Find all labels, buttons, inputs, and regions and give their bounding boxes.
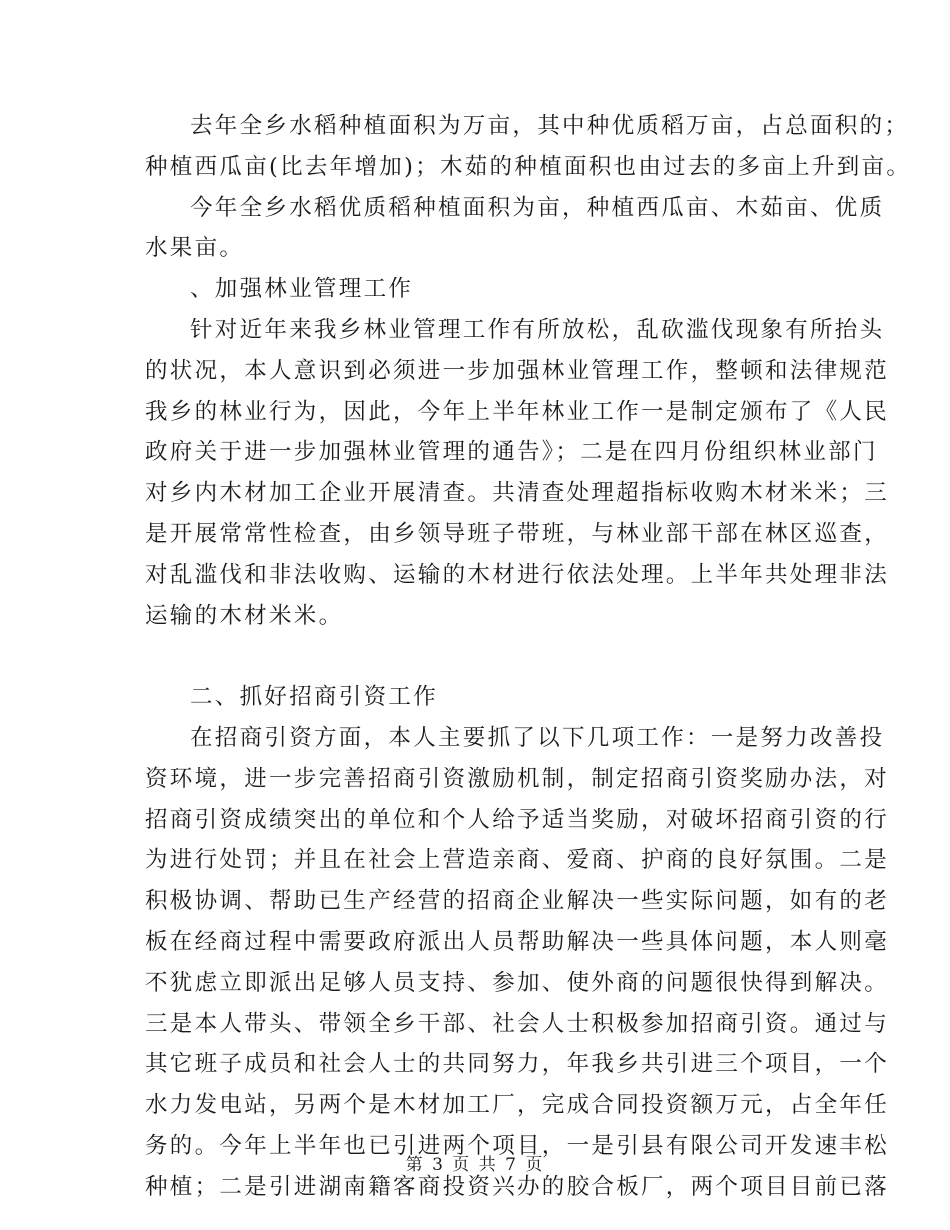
section-heading: [145, 269, 810, 310]
text-line: 为进行处罚；并且在社会上营造亲商、爱商、护商的良好氛围。二是: [145, 847, 890, 874]
paragraph: [145, 188, 885, 270]
text-line: 三是本人带头、带领全乡干部、社会人士积极参加招商引资。通过与: [145, 1010, 890, 1037]
text-line: 的状况，本人意识到必须进一步加强林业管理工作，整顿和法律规范: [145, 357, 890, 384]
text-line: 种植；二是引进湖南籍客商投资兴办的胶合板厂，两个项目目前已落: [145, 1173, 890, 1200]
page-number-footer: 第 3 页 共 7 页: [405, 1155, 545, 1175]
text-line: 去年全乡水稻种植面积为万亩，其中种优质稻万亩，占总面积的；: [190, 113, 910, 139]
text-line: 水果亩。: [145, 235, 245, 262]
text-line: 积极协调、帮助已生产经营的招商企业解决一些实际问题，如有的老: [145, 888, 890, 915]
paragraph: [145, 310, 890, 677]
paragraph: [145, 106, 912, 188]
text-line: 对乱滥伐和非法收购、运输的木材进行依法处理。上半年共处理非法: [145, 561, 890, 588]
text-line: 不犹虑立即派出足够人员支持、参加、使外商的问题很快得到解决。: [145, 969, 890, 996]
text-line: 政府关于进一步加强林业管理的通告》；二是在四月份组织林业部门: [145, 439, 878, 466]
heading-text: 、加强林业管理工作: [190, 276, 414, 303]
paragraph: [145, 718, 890, 1208]
text-line: 板在经商过程中需要政府派出人员帮助解决一些具体问题，本人则毫: [145, 928, 890, 955]
text-line: 今年全乡水稻优质稻种植面积为亩，种植西瓜亩、木茹亩、优质: [190, 194, 885, 221]
text-line: [145, 636, 810, 677]
heading-text: 二、抓好招商引资工作: [190, 684, 439, 711]
document-body: [145, 106, 912, 1208]
text-line: 对乡内木材加工企业开展清查。共清查处理超指标收购木材米米；三: [145, 480, 890, 507]
text-line: 资环境，进一步完善招商引资激励机制，制定招商引资奖励办法，对: [145, 765, 890, 792]
text-line: 是开展常常性检查，由乡领导班子带班，与林业部干部在林区巡查，: [145, 520, 890, 547]
text-line: 种植西瓜亩(比去年增加)；木茹的种植面积也由过去的多亩上升到亩。: [145, 153, 912, 180]
text-line: 招商引资成绩突出的单位和个人给予适当奖励，对破坏招商引资的行: [145, 806, 890, 833]
text-line: 水力发电站，另两个是木材加工厂，完成合同投资额万元，占全年任: [145, 1092, 890, 1119]
text-line: 运输的木材米米。: [145, 602, 344, 629]
text-line: 务的。今年上半年也已引进两个项目，一是引县有限公司开发速丰松: [145, 1132, 890, 1159]
text-line: 在招商引资方面，本人主要抓了以下几项工作：一是努力改善投: [190, 724, 885, 751]
text-line: 其它班子成员和社会人士的共同努力，年我乡共引进三个项目，一个: [145, 1051, 890, 1078]
section-heading: [145, 677, 810, 718]
text-line: 针对近年来我乡林业管理工作有所放松，乱砍滥伐现象有所抬头: [190, 316, 885, 343]
text-line: 我乡的林业行为，因此，今年上半年林业工作一是制定颁布了《人民: [145, 398, 890, 425]
